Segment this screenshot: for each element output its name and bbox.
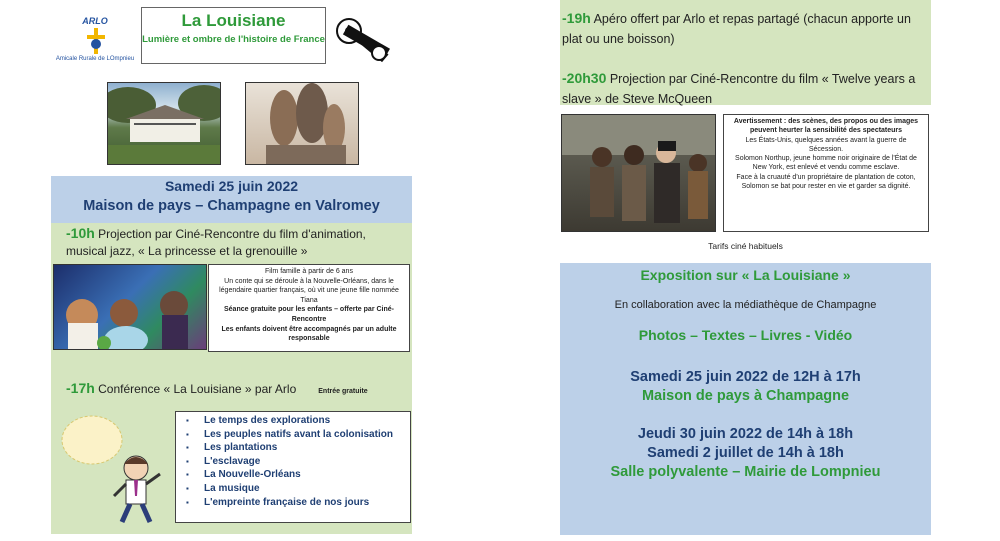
film2-desc-3: Face à la cruauté d'un propriétaire de plantation de coton, Solomon se bat pour rester en vie et garder sa dignité. — [736, 173, 916, 191]
logo-subtitle: Amicale Rurale de LOmpnieu — [55, 56, 135, 62]
expo-title: Exposition sur « La Louisiane » — [640, 267, 851, 283]
list-item: ▪ La musique — [186, 482, 410, 496]
expo-date-3: Samedi 2 juillet de 14h à 18h — [647, 445, 844, 461]
slot-20h30 — [562, 68, 932, 109]
plantation-house-photo — [107, 82, 221, 165]
expo-collab: En collaboration avec la médiathèque de Champagne — [614, 299, 877, 311]
slot-17h-text: Conférence « La Louisiane » par Arlo — [94, 382, 297, 396]
slot-10h-time: -10h — [66, 225, 95, 241]
cross-icon — [85, 28, 107, 54]
statue-photo — [245, 82, 359, 165]
conference-topics-box — [175, 411, 411, 523]
list-item: ▪ La Nouvelle-Orléans — [186, 468, 410, 482]
expo-date-2: Jeudi 30 juin 2022 de 14h à 18h — [637, 426, 854, 442]
film1-info-box — [208, 264, 410, 352]
page-title: La Louisiane — [181, 11, 286, 30]
logo-name: ARLO — [82, 16, 108, 26]
expo-place-2: Salle polyvalente – Mairie de Lompnieu — [610, 464, 881, 480]
film1-children-note: Les enfants doivent être accompagnés par un adulte responsable — [221, 325, 397, 343]
expo-place-1: Maison de pays à Champagne — [641, 388, 850, 404]
film1-free-note: Séance gratuite pour les enfants – offerte par Ciné-Rencontre — [224, 306, 394, 323]
film2-info-box — [723, 114, 929, 232]
slot-17h — [66, 380, 406, 396]
slot-19h-text: Apéro offert par Arlo et repas partagé (chacun apporte un plat ou une boisson) — [562, 12, 911, 46]
arlo-logo — [52, 16, 138, 64]
list-item: ▪ Le temps des explorations — [186, 414, 410, 428]
event-venue: Maison de pays – Champagne en Valromey — [83, 198, 380, 214]
slot-17h-time: -17h — [66, 380, 95, 396]
twelve-years-still — [561, 114, 716, 232]
tarifs-note: Tarifs ciné habituels — [708, 241, 783, 251]
page-subtitle: Lumière et ombre de l'histoire de France — [142, 34, 325, 45]
exhibition-panel — [560, 263, 931, 535]
slot-10h — [66, 225, 406, 260]
list-item: ▪ Les peuples natifs avant la colonisation — [186, 428, 410, 442]
free-entry-label: Entrée gratuite — [318, 388, 368, 395]
slot-20h30-text: Projection par Ciné-Rencontre du film « Twelve years a slave » de Steve McQueen — [562, 72, 916, 106]
film2-desc-2: Solomon Northup, jeune homme noir originaire de l'État de New York, est enlevé et vendu comme esclave. — [735, 155, 917, 172]
list-item: ▪ L'esclavage — [186, 455, 410, 469]
speaker-illustration — [58, 410, 170, 526]
film1-audience: Film famille à partir de 6 ans — [265, 268, 353, 275]
event-date-band — [51, 176, 412, 223]
slot-19h-time: -19h — [562, 10, 591, 26]
list-item: ▪ L'empreinte française de nos jours — [186, 496, 410, 510]
expo-date-1: Samedi 25 juin 2022 de 12H à 17h — [630, 369, 861, 385]
film2-warning: Avertissement : des scènes, des propos ou des images peuvent heurter la sensibilité des spectateurs — [733, 118, 919, 135]
film1-synopsis: Un conte qui se déroule à la Nouvelle-Orléans, dans le légendaire quartier français, où vit une jeune fille nommée Tiana — [219, 277, 399, 304]
expo-media: Photos – Textes – Livres - Vidéo — [638, 327, 853, 343]
list-item: ▪ Les plantations — [186, 441, 410, 455]
conference-topics-list — [186, 414, 410, 509]
princess-frog-poster — [53, 264, 207, 350]
film2-desc-1: Les États-Unis, quelques années avant la guerre de Sécession. — [745, 136, 907, 153]
title-box — [141, 7, 326, 64]
slot-20h30-time: -20h30 — [562, 70, 607, 86]
slot-10h-text: Projection par Ciné-Rencontre du film d'animation, musical jazz, « La princesse et la grenouille » — [66, 227, 366, 258]
slot-19h — [562, 8, 932, 49]
event-date: Samedi 25 juin 2022 — [164, 178, 299, 194]
film-stamp-icon — [331, 13, 396, 63]
